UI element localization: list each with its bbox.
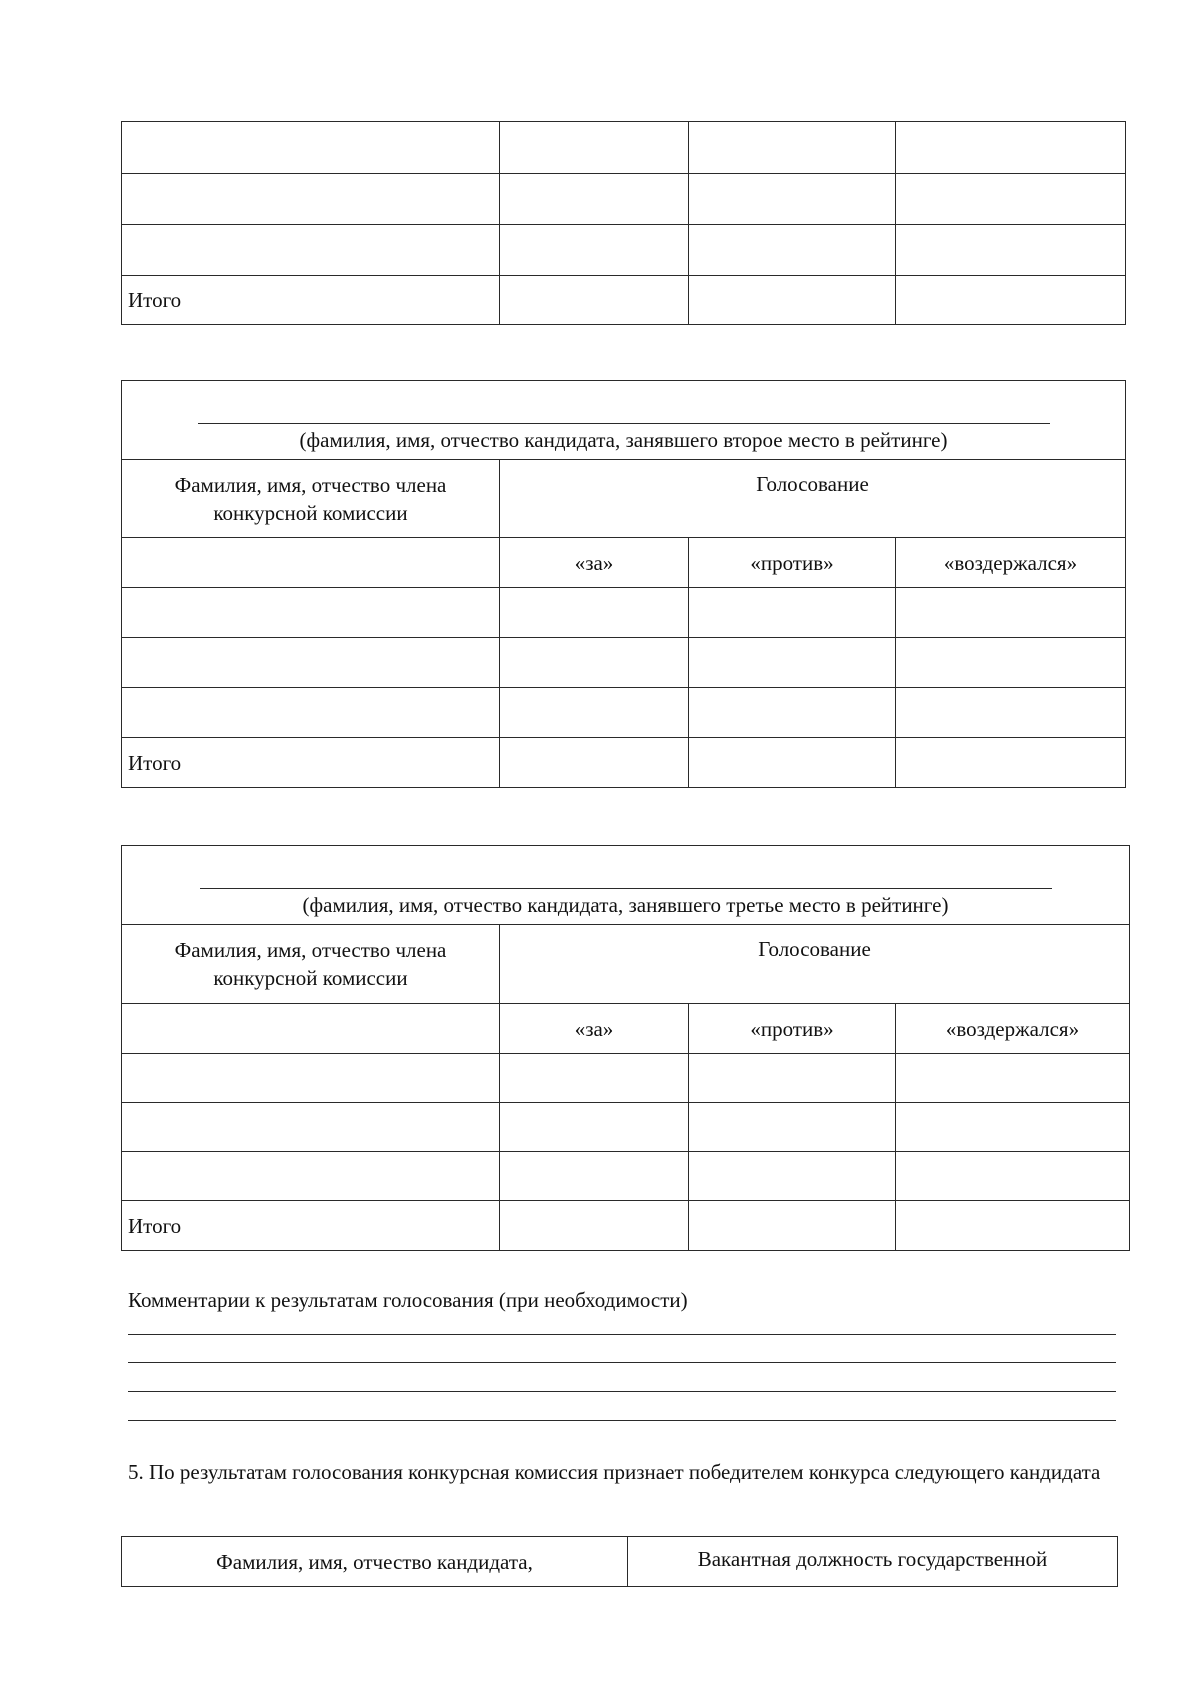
table-row — [122, 1103, 1130, 1152]
candidate-caption: (фамилия, имя, отчество кандидата, занявшего второе место в рейтинге) — [299, 427, 948, 452]
header-row — [122, 1537, 1118, 1587]
member-header: Фамилия, имя, отчество члена конкурсной комиссии — [122, 925, 500, 1004]
table-row — [122, 1152, 1130, 1201]
table-row — [122, 588, 1126, 638]
section-5-text: 5. По результатам голосования конкурсная комиссия признает победителем конкурса следующего кандидата — [128, 1460, 1101, 1484]
vote-abstain-cell[interactable] — [896, 1103, 1130, 1152]
vote-against-cell[interactable] — [689, 174, 896, 225]
vote-for-cell[interactable] — [500, 588, 689, 638]
member-name-cell[interactable] — [122, 638, 500, 688]
voting-header: Голосование — [500, 925, 1130, 1004]
total-against-cell[interactable] — [689, 1201, 896, 1251]
table-row — [122, 688, 1126, 738]
vote-against-cell[interactable] — [689, 1054, 896, 1103]
candidate-name-header: Фамилия, имя, отчество кандидата, — [122, 1537, 628, 1587]
vote-against-header: «против» — [689, 1004, 896, 1054]
vote-against-cell[interactable] — [689, 588, 896, 638]
vote-for-header: «за» — [500, 1004, 689, 1054]
table-row — [122, 1054, 1130, 1103]
member-name-cell[interactable] — [122, 1103, 500, 1152]
comment-line[interactable] — [128, 1391, 1116, 1392]
candidate-cell — [122, 381, 1126, 460]
total-label: Итого — [122, 738, 500, 788]
candidate-name-line[interactable] — [198, 387, 1050, 424]
total-abstain-cell[interactable] — [896, 1201, 1130, 1251]
candidate-caption: (фамилия, имя, отчество кандидата, занявшего третье место в рейтинге) — [302, 892, 949, 917]
vacant-position-header: Вакантная должность государственной — [628, 1537, 1118, 1587]
vote-against-cell[interactable] — [689, 1152, 896, 1201]
comment-line[interactable] — [128, 1334, 1116, 1335]
first-place-voting-table-continuation — [121, 121, 1126, 325]
vote-abstain-cell[interactable] — [896, 688, 1126, 738]
total-against-cell[interactable] — [689, 738, 896, 788]
candidate-row — [122, 381, 1126, 460]
member-name-cell[interactable] — [122, 122, 500, 174]
total-for-cell[interactable] — [500, 276, 689, 325]
header-row — [122, 925, 1130, 1004]
second-place-voting-table — [121, 380, 1126, 788]
vote-for-cell[interactable] — [500, 688, 689, 738]
total-row — [122, 1201, 1130, 1251]
voting-header: Голосование — [500, 460, 1126, 538]
member-header: Фамилия, имя, отчество члена конкурсной комиссии — [122, 460, 500, 538]
empty-cell — [122, 1004, 500, 1054]
member-name-cell[interactable] — [122, 174, 500, 225]
member-name-cell[interactable] — [122, 688, 500, 738]
vote-for-cell[interactable] — [500, 122, 689, 174]
candidate-cell — [122, 846, 1130, 925]
vote-for-cell[interactable] — [500, 225, 689, 276]
vote-abstain-header: «воздержался» — [896, 538, 1126, 588]
vote-abstain-cell[interactable] — [896, 1152, 1130, 1201]
vote-abstain-cell[interactable] — [896, 638, 1126, 688]
third-place-voting-table — [121, 845, 1130, 1251]
total-label: Итого — [122, 1201, 500, 1251]
member-name-cell[interactable] — [122, 1054, 500, 1103]
vote-for-cell[interactable] — [500, 1103, 689, 1152]
comment-line[interactable] — [128, 1362, 1116, 1363]
vote-against-cell[interactable] — [689, 225, 896, 276]
candidate-row — [122, 846, 1130, 925]
total-for-cell[interactable] — [500, 738, 689, 788]
vote-against-cell[interactable] — [689, 122, 896, 174]
comments-label: Комментарии к результатам голосования (при необходимости) — [128, 1288, 688, 1312]
vote-abstain-cell[interactable] — [896, 122, 1126, 174]
vote-against-cell[interactable] — [689, 688, 896, 738]
empty-cell — [122, 538, 500, 588]
member-name-cell[interactable] — [122, 588, 500, 638]
total-row — [122, 276, 1126, 325]
vote-abstain-cell[interactable] — [896, 588, 1126, 638]
vote-for-cell[interactable] — [500, 1054, 689, 1103]
vote-abstain-cell[interactable] — [896, 1054, 1130, 1103]
total-abstain-cell[interactable] — [896, 276, 1126, 325]
table-row — [122, 225, 1126, 276]
vote-options-row — [122, 538, 1126, 588]
vote-for-cell[interactable] — [500, 638, 689, 688]
total-abstain-cell[interactable] — [896, 738, 1126, 788]
vote-for-cell[interactable] — [500, 1152, 689, 1201]
candidate-name-line[interactable] — [200, 852, 1052, 889]
header-row — [122, 460, 1126, 538]
vote-abstain-header: «воздержался» — [896, 1004, 1130, 1054]
total-for-cell[interactable] — [500, 1201, 689, 1251]
table-row — [122, 638, 1126, 688]
table-row — [122, 122, 1126, 174]
vote-against-cell[interactable] — [689, 1103, 896, 1152]
vote-abstain-cell[interactable] — [896, 174, 1126, 225]
member-name-cell[interactable] — [122, 225, 500, 276]
table-row — [122, 174, 1126, 225]
vote-abstain-cell[interactable] — [896, 225, 1126, 276]
total-label: Итого — [122, 276, 500, 325]
winner-table — [121, 1536, 1118, 1587]
vote-options-row — [122, 1004, 1130, 1054]
vote-against-header: «против» — [689, 538, 896, 588]
total-row — [122, 738, 1126, 788]
member-name-cell[interactable] — [122, 1152, 500, 1201]
vote-for-header: «за» — [500, 538, 689, 588]
vote-against-cell[interactable] — [689, 638, 896, 688]
vote-for-cell[interactable] — [500, 174, 689, 225]
comment-line[interactable] — [128, 1420, 1116, 1421]
total-against-cell[interactable] — [689, 276, 896, 325]
